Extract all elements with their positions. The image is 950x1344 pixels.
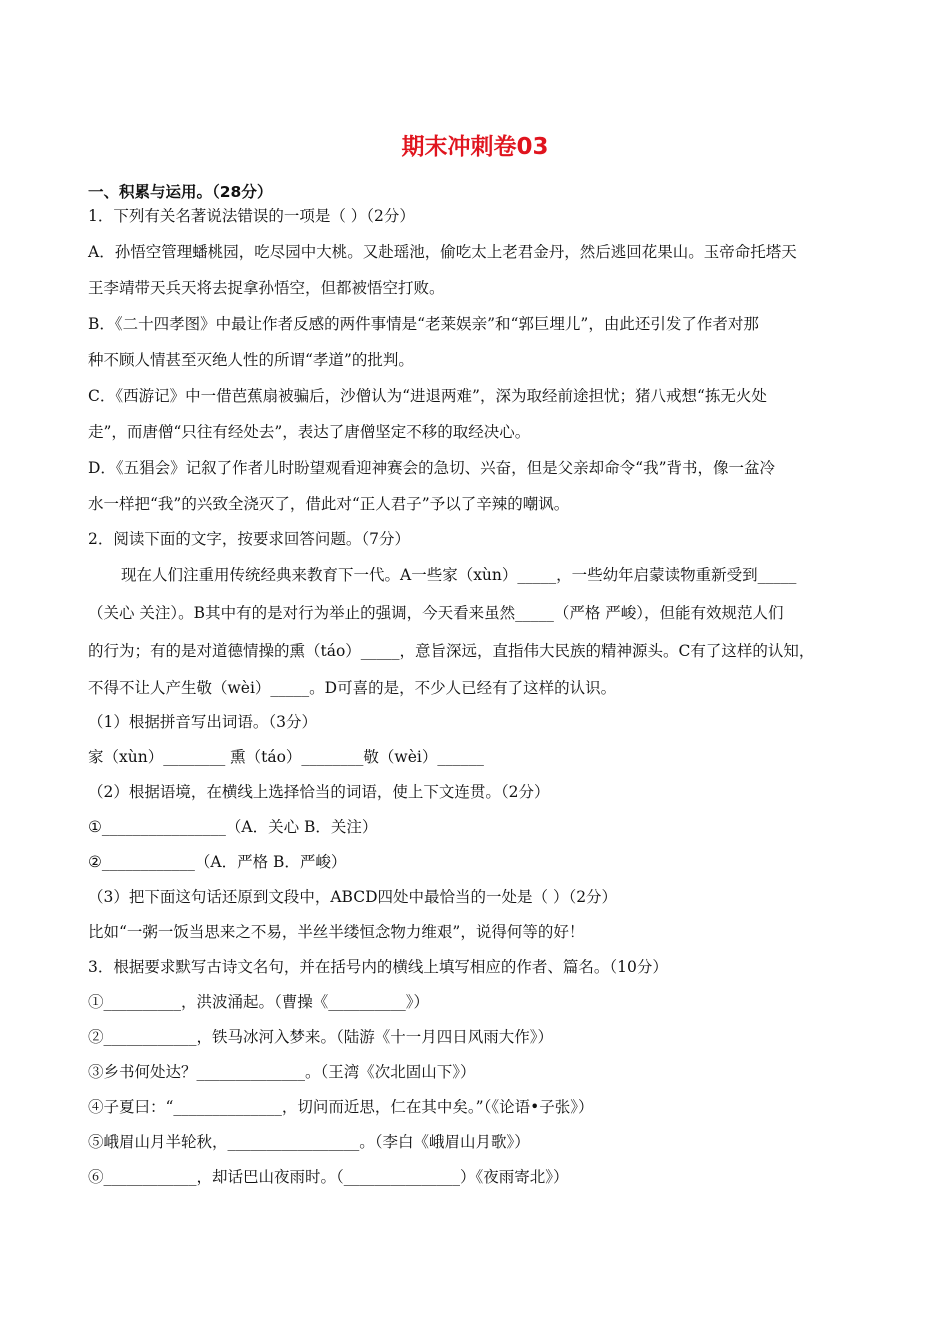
- q2-sub3-text: 比如“一粥一饭当思来之不易，半丝半缕恒念物力维艰”，说得何等的好！: [88, 923, 585, 941]
- page-title: 期末冲刺卷03: [401, 134, 549, 160]
- q2-sub1-answer: 家（xùn）________ 熏（táo）________敬（wèi）______: [88, 748, 484, 766]
- q2-passage-line4: 不得不让人产生敬（wèi）_____。D可喜的是，不少人已经有了这样的认识。: [88, 679, 617, 697]
- q2-sub2: （2）根据语境，在横线上选择恰当的词语，使上下文连贯。（2分）: [88, 783, 550, 801]
- q3-line1: ①__________，洪波涌起。（曹操《__________》）: [88, 993, 430, 1011]
- q2-sub3: （3）把下面这句话还原到文段中，ABCD四处中最恰当的一处是（ ）（2分）: [88, 888, 618, 906]
- q1-option-c-line2: 走”，而唐僧“只往有经处去”，表达了唐僧坚定不移的取经决心。: [88, 423, 531, 441]
- q2-stem: 2．阅读下面的文字，按要求回答问题。（7分）: [88, 530, 410, 548]
- q2-sub2-a: ①________________（A．关心 B．关注）: [88, 818, 378, 836]
- q3-line3: ③乡书何处达？______________。（王湾《次北固山下》）: [88, 1063, 476, 1081]
- q3-stem: 3．根据要求默写古诗文名句，并在括号内的横线上填写相应的作者、篇名。（10分）: [88, 958, 668, 976]
- q2-passage-line2: （关心 关注）。B其中有的是对行为举止的强调，今天看来虽然_____（严格 严峻），但能有效规范人们: [88, 604, 784, 622]
- q3-line4: ④子夏曰：“______________，切问而近思，仁在其中矣。”（《论语•子张》）: [88, 1098, 594, 1116]
- q2-passage-line3: 的行为；有的是对道德情操的熏（táo）_____，意旨深远，直指伟大民族的精神源头。C有了这样的认知，: [88, 642, 815, 660]
- q3-line5: ⑤峨眉山月半轮秋，_________________。（李白《峨眉山月歌》）: [88, 1133, 530, 1151]
- q2-sub1: （1）根据拼音写出词语。（3分）: [88, 713, 317, 731]
- q1-option-a-line2: 王李靖带天兵天将去捉拿孙悟空，但都被悟空打败。: [88, 279, 445, 297]
- q1-option-c-line1: C．《西游记》中一借芭蕉扇被骗后，沙僧认为“进退两难”，深为取经前途担忧；猪八戒想“拣无火处: [88, 387, 767, 405]
- q2-sub2-b: ②____________（A．严格 B．严峻）: [88, 853, 347, 871]
- q1-option-d-line2: 水一样把“我”的兴致全浇灭了，借此对“正人君子”予以了辛辣的嘲讽。: [88, 495, 570, 513]
- q3-line2: ②____________，铁马冰河入梦来。（陆游《十一月四日风雨大作》）: [88, 1028, 554, 1046]
- q2-passage-line1: 现在人们注重用传统经典来教育下一代。A一些家（xùn）_____，一些幼年启蒙读物重新受到_____: [121, 566, 797, 584]
- q1-option-b-line2: 种不顾人情甚至灭绝人性的所谓“孝道”的批判。: [88, 351, 414, 369]
- q1-option-b-line1: B．《二十四孝图》中最让作者反感的两件事情是“老莱娱亲”和“郭巨埋儿”，由此还引发了作者对那: [88, 315, 759, 333]
- q1-stem: 1．下列有关名著说法错误的一项是（ ）（2分）: [88, 207, 415, 225]
- section-heading: 一、积累与运用。（28分）: [88, 183, 273, 201]
- q3-line6: ⑥____________，却话巴山夜雨时。（_______________）《夜雨寄北》）: [88, 1168, 569, 1186]
- q1-option-d-line1: D．《五猖会》记叙了作者儿时盼望观看迎神赛会的急切、兴奋，但是父亲却命令“我”背书，像一盆冷: [88, 459, 776, 477]
- q1-option-a-line1: A．孙悟空管理蟠桃园，吃尽园中大桃。又赴瑶池，偷吃太上老君金丹，然后逃回花果山。玉帝命托塔天: [88, 243, 797, 261]
